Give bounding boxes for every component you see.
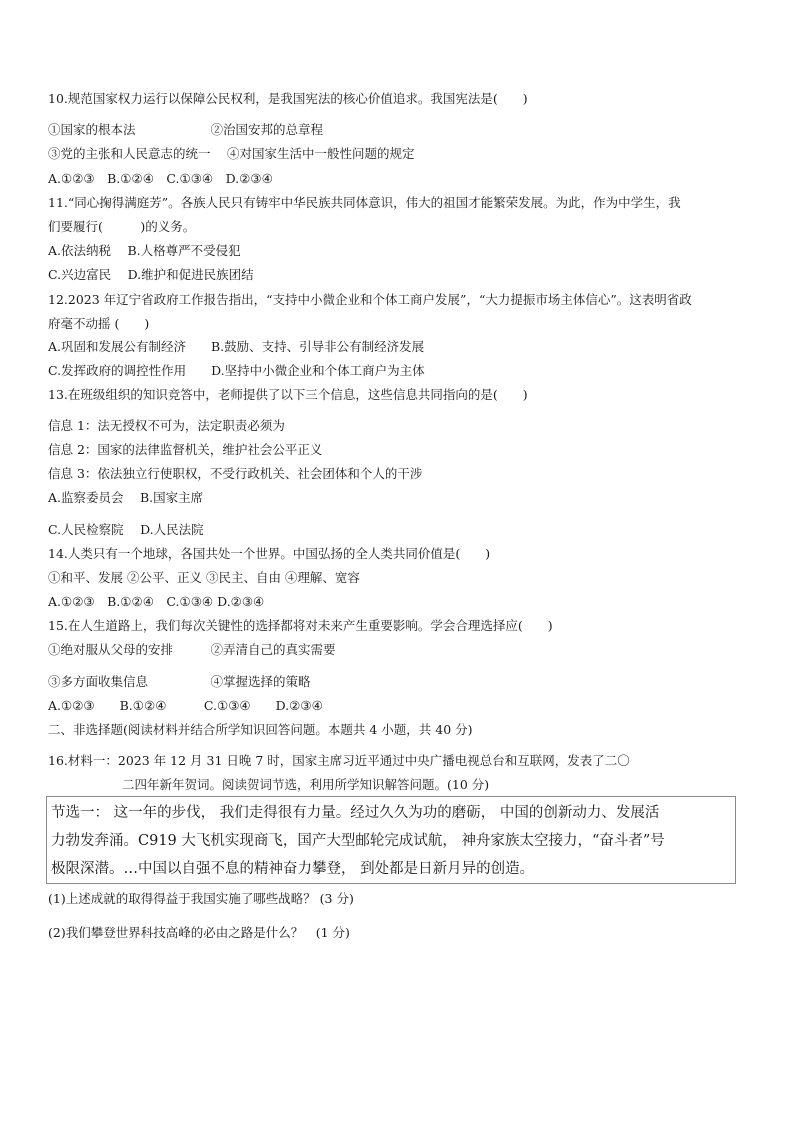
question-13-info-2: 信息 2：国家的法律监督机关，维护社会公平正义 <box>48 442 323 457</box>
question-16-sub-1: (1)上述成就的取得得益于我国实施了哪些战略？ (3 分) <box>48 891 354 906</box>
question-10-stem: 10.规范国家权力运行以保障公民权利，是我国宪法的核心价值追求。我国宪法是( ) <box>48 91 528 106</box>
question-14-statements: ①和平、发展 ②公平、正义 ③民主、自由 ④理解、宽容 <box>48 570 360 585</box>
excerpt-box <box>46 796 736 884</box>
question-13-options-cd: C.人民检察院 D.人民法院 <box>48 522 204 537</box>
question-15-statements-1-2: ①绝对服从父母的安排 ②弄清自己的真实需要 <box>48 642 336 657</box>
question-14-options: A.①②③ B.①②④ C.①③④ D.②③④ <box>48 594 265 609</box>
question-12-options-cd: C.发挥政府的调控性作用 D.坚持中小微企业和个体工商户为主体 <box>48 363 425 378</box>
section-2-heading: 二、非选择题(阅读材料并结合所学知识回答问题。本题共 4 小题，共 40 分) <box>48 722 473 737</box>
question-11-stem-cont: 们要履行( )的义务。 <box>48 219 196 234</box>
question-12-stem-cont: 府毫不动摇 ( ) <box>48 316 150 331</box>
question-16-sub-2: (2)我们攀登世界科技高峰的必由之路是什么？ (1 分) <box>48 925 350 940</box>
question-16-material-1-cont: 二四年新年贺词。阅读贺词节选，利用所学知识解答问题。(10 分) <box>122 777 490 792</box>
excerpt-line-1: 节选一： 这一年的步伐， 我们走得很有力量。经过久久为功的磨砺， 中国的创新动力、发展活 <box>51 805 660 821</box>
question-13-options-ab: A.监察委员会 B.国家主席 <box>48 490 204 505</box>
question-10-options: A.①②③ B.①②④ C.①③④ D.②③④ <box>48 171 273 186</box>
question-10-statements-3-4: ③党的主张和人民意志的统一 ④对国家生活中一般性问题的规定 <box>48 146 415 161</box>
question-11-options-ab: A.依法纳税 B.人格尊严不受侵犯 <box>48 243 241 258</box>
question-15-stem: 15.在人生道路上，我们每次关键性的选择都将对未来产生重要影响。学会合理选择应( ) <box>48 618 553 633</box>
question-13-info-3: 信息 3：依法独立行使职权，不受行政机关、社会团体和个人的干涉 <box>48 466 423 481</box>
question-13-stem: 13.在班级组织的知识竞答中，老师提供了以下三个信息，这些信息共同指向的是( ) <box>48 387 528 402</box>
question-16-material-1: 16.材料一：2023 年 12 月 31 日晚 7 时，国家主席习近平通过中央广播电视总台和互联网，发表了二〇 <box>48 753 630 768</box>
question-12-stem: 12.2023 年辽宁省政府工作报告指出，“支持中小微企业和个体工商户发展”，“大力提振市场主体信心”。这表明省政 <box>48 292 692 307</box>
question-10-statements-1-2: ①国家的根本法 ②治国安邦的总章程 <box>48 122 324 137</box>
question-15-options: A.①②③ B.①②④ C.①③④ D.②③④ <box>48 698 323 713</box>
question-14-stem: 14.人类只有一个地球，各国共处一个世界。中国弘扬的全人类共同价值是( ) <box>48 546 491 561</box>
question-11-options-cd: C.兴边富民 D.维护和促进民族团结 <box>48 267 254 282</box>
question-12-options-ab: A.巩固和发展公有制经济 B.鼓励、支持、引导非公有制经济发展 <box>48 339 425 354</box>
question-11-stem: 11.“同心掬得满庭芳”。各族人民只有铸牢中华民族共同体意识，伟大的祖国才能繁荣发展。为此，作为中学生，我 <box>48 195 681 210</box>
question-13-info-1: 信息 1：法无授权不可为，法定职责必须为 <box>48 418 285 433</box>
excerpt-line-3: 极限深潜。…中国以自强不息的精神奋力攀登， 到处都是日新月异的创造。 <box>51 861 535 877</box>
question-15-statements-3-4: ③多方面收集信息 ④掌握选择的策略 <box>48 674 311 689</box>
excerpt-line-2: 力勃发奔涌。C919 大飞机实现商飞，国产大型邮轮完成试航， 神舟家族太空接力，“奋斗者”号 <box>51 833 665 849</box>
